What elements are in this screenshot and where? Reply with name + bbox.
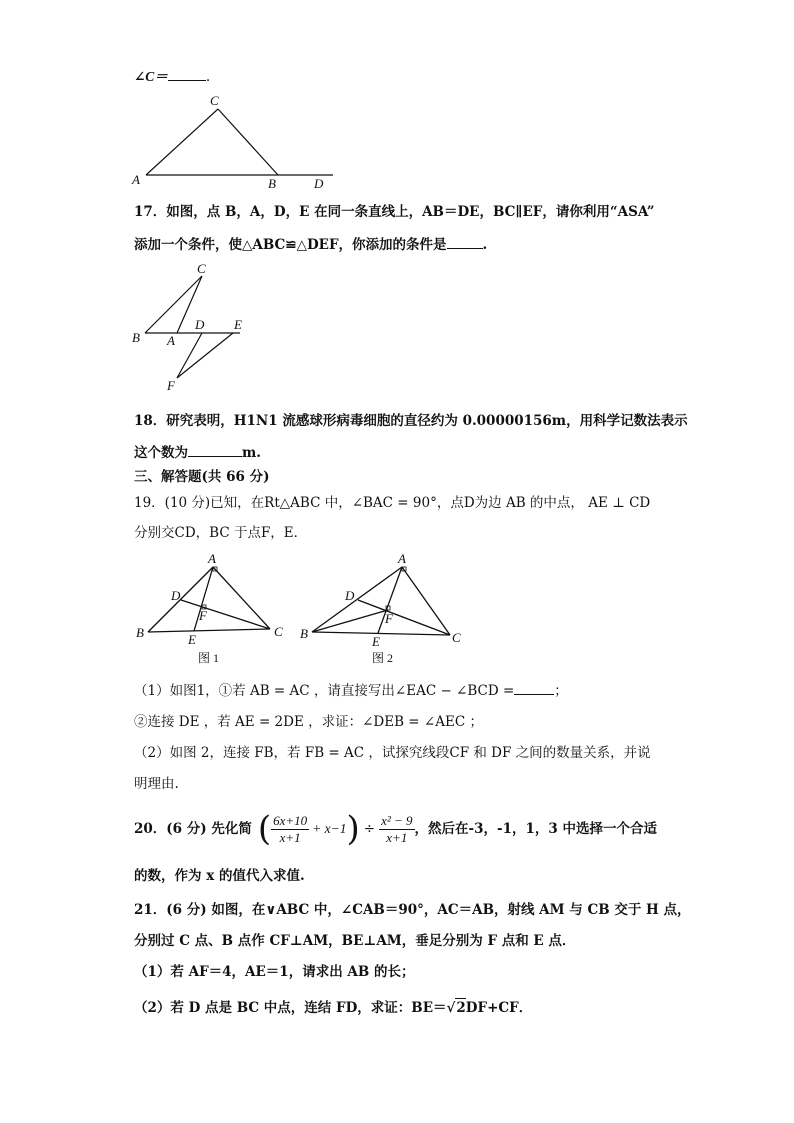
fig17-label-e: E bbox=[234, 317, 242, 332]
q20-fraction-2 bbox=[379, 813, 414, 846]
fig19-1-label-d: D bbox=[171, 588, 181, 603]
q19-line1: 19．(10 分)已知，在Rt△ABC 中，∠BAC = 90°，点D为边 AB 的中点， AE ⊥ CD bbox=[134, 495, 651, 511]
fig17-label-b: B bbox=[132, 330, 140, 345]
figure-q19 bbox=[134, 552, 474, 670]
q21-line2: 分别过 C 点、B 点作 CF⊥AM，BE⊥AM，垂足分别为 F 点和 E 点． bbox=[134, 933, 576, 949]
q20-frac1-num: 6x+10 bbox=[273, 812, 308, 828]
fig19-2-label-a: A bbox=[398, 552, 406, 566]
q20-frac2-den: x+1 bbox=[386, 829, 408, 845]
figure-q17 bbox=[128, 258, 258, 398]
q19-part4: 明理由. bbox=[134, 776, 179, 792]
fig19-figure2 bbox=[300, 552, 461, 665]
q20-left-paren: ( bbox=[257, 809, 272, 849]
fig19-figure1 bbox=[136, 552, 283, 665]
q21-part2-text: （2）若 D 点是 BC 中点，连结 FD，求证：BE＝ bbox=[134, 1000, 447, 1016]
q19-part1-text: （1）如图1，①若 AB = AC ，请直接写出∠EAC − ∠BCD = bbox=[134, 683, 515, 699]
q19-line2: 分别交CD，BC 于点F，E． bbox=[134, 525, 308, 541]
fig19-2-label-f: F bbox=[385, 611, 393, 626]
fig19-2-label-c: C bbox=[452, 630, 461, 645]
q16-answer-line bbox=[134, 68, 210, 86]
q20-line1 bbox=[134, 806, 657, 852]
fig19-2-label-e: E bbox=[372, 634, 380, 649]
q21-part2-end: DF+CF． bbox=[465, 1000, 533, 1016]
q18-line2 bbox=[134, 444, 261, 462]
q17-line2-text: 添加一个条件，使△ABC≌△DEF，你添加的条件是 bbox=[134, 237, 447, 253]
q19-part1 bbox=[134, 682, 568, 700]
fig19-caption-2: 图 2 bbox=[372, 651, 394, 665]
q21-sqrt: √2 bbox=[446, 1000, 466, 1016]
q20-suffix: ，然后在-3，-1，1，3 中选择一个合适 bbox=[414, 821, 658, 837]
q17-end: . bbox=[482, 237, 488, 253]
fig19-2-label-b: B bbox=[300, 626, 308, 641]
fig19-1-label-c: C bbox=[274, 624, 283, 639]
fig17-label-c: C bbox=[197, 261, 206, 276]
q20-frac1-den: x+1 bbox=[279, 829, 301, 845]
q20-prefix: 20．(6 分) 先化简 bbox=[134, 821, 252, 837]
q21-line1: 21．(6 分) 如图，在∨ABC 中，∠CAB＝90°，AC＝AB，射线 AM 与 CB 交于 H 点， bbox=[134, 902, 691, 918]
q17-line1: 17．如图，点 B，A，D，E 在同一条直线上，AB＝DE，BC∥EF，请你利用“ASA” bbox=[134, 204, 655, 220]
section-title: 三、解答题(共 66 分) bbox=[134, 469, 270, 485]
q20-fraction-1 bbox=[271, 813, 309, 846]
fig17-label-d: D bbox=[195, 317, 205, 332]
fig19-1-label-e: E bbox=[188, 632, 196, 647]
q21-part1: （1）若 AF＝4，AE＝1，请求出 AB 的长； bbox=[134, 964, 415, 980]
q18-line1: 18．研究表明，H1N1 流感球形病毒细胞的直径约为 0.00000156m，用科学记数法表示 bbox=[134, 413, 688, 429]
fig19-1-label-f: F bbox=[199, 608, 207, 623]
fig17-label-f: F bbox=[167, 378, 175, 393]
fig19-1-label-a: A bbox=[208, 552, 216, 566]
q18-end: m. bbox=[242, 445, 261, 461]
fig19-2-label-d: D bbox=[345, 588, 355, 603]
q20-right-paren: ) bbox=[346, 809, 360, 849]
q19-part1-end: ； bbox=[554, 683, 568, 699]
q16-blank bbox=[168, 68, 206, 81]
q20-div: ÷ bbox=[363, 821, 376, 837]
fig16-label-d: D bbox=[314, 176, 324, 191]
q18-line2-text: 这个数为 bbox=[134, 445, 188, 461]
q20-middle: + x−1 bbox=[312, 821, 347, 836]
q19-part2: ②连接 DE ，若 AE = 2DE ，求证：∠DEB = ∠AEC ； bbox=[134, 714, 483, 730]
fig16-label-a: A bbox=[132, 172, 140, 187]
fig19-1-label-b: B bbox=[136, 625, 144, 640]
q21-part2 bbox=[134, 998, 532, 1017]
q17-line2 bbox=[134, 236, 487, 254]
fig17-label-a: A bbox=[167, 333, 175, 348]
fig16-label-c: C bbox=[210, 93, 219, 108]
q20-line2: 的数，作为 x 的值代入求值. bbox=[134, 868, 305, 884]
q17-blank bbox=[447, 236, 483, 249]
q21-sqrt-value: 2 bbox=[456, 1000, 466, 1016]
q19-part1-blank bbox=[514, 682, 554, 695]
q16-angle-c: ∠C＝ bbox=[134, 69, 168, 84]
fig19-caption-1: 图 1 bbox=[198, 651, 220, 665]
q19-part3: （2）如图 2，连接 FB，若 FB = AC ，试探究线段CF 和 DF 之间的数量关系，并说 bbox=[134, 745, 651, 761]
q20-frac2-num: x² − 9 bbox=[381, 812, 413, 828]
q16-end: . bbox=[205, 69, 211, 85]
q18-blank bbox=[188, 444, 242, 457]
figure-q16 bbox=[128, 92, 348, 192]
fig16-label-b: B bbox=[268, 176, 276, 191]
